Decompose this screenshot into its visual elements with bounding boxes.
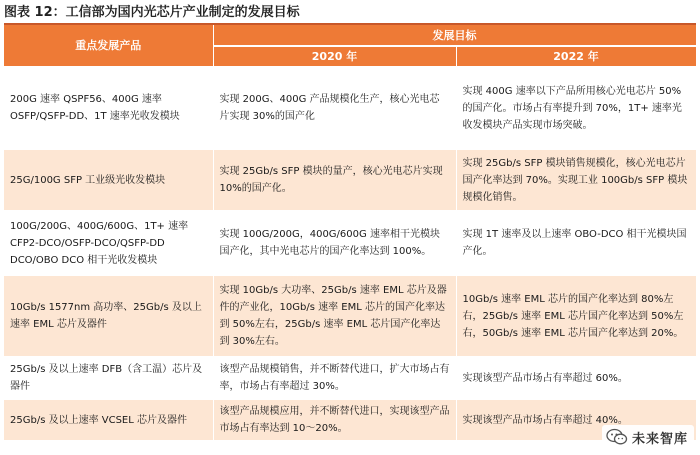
- table-row: [4, 67, 696, 149]
- table-row: [4, 357, 696, 399]
- cell-goal-2020: 实现 200G、400G 产品规模化生产，核心光电芯片实现 30%的国产化: [213, 67, 456, 149]
- cell-goal-2020: 实现 10Gb/s 大功率、25Gb/s 速率 EML 芯片及器件的产业化，10Gb/s 速率 EML 芯片的国产化率达到 50%左右，25Gb/s 速率 EML 芯片国产化率达到 30%左右。: [213, 275, 456, 357]
- cell-product: 200G 速率 QSPF56、400G 速率 OSFP/QSFP-DD、1T 速率光收发模块: [4, 67, 213, 149]
- header-row-1: [4, 25, 696, 46]
- cell-product: 25Gb/s 及以上速率 DFB（含工温）芯片及器件: [4, 357, 213, 399]
- watermark-text: 未来智库: [631, 431, 688, 447]
- cell-goal-2020: 实现 25Gb/s SFP 模块的量产，核心光电芯片实现 10%的国产化。: [213, 149, 456, 211]
- cell-goal-2020: 实现 100G/200G，400G/600G 速率相干光模块国产化，其中光电芯片的国产化率达到 100%。: [213, 211, 456, 275]
- cell-goal-2020: 该型产品规模销售，并不断替代进口，扩大市场占有率，市场占有率超过 30%。: [213, 357, 456, 399]
- watermark: [602, 425, 694, 449]
- cell-goal-2022: 实现该型产品市场占有率超过 60%。: [456, 357, 696, 399]
- cell-goal-2020: 该型产品规模应用，并不断替代进口，实现该型产品市场占有率达到 10～20%。: [213, 399, 456, 441]
- cell-product: 25Gb/s 及以上速率 VCSEL 芯片及器件: [4, 399, 213, 441]
- cell-product: 25G/100G SFP 工业级光收发模块: [4, 149, 213, 211]
- header-product: 重点发展产品: [4, 25, 213, 67]
- cell-goal-2022: 实现该型产品市场占有率超过 40%。: [456, 399, 696, 441]
- goals-table: [4, 25, 697, 442]
- table-row: [4, 399, 696, 441]
- figure-caption: 图表 12：工信部为国内光芯片产业制定的发展目标: [4, 5, 300, 20]
- header-2020: 2020 年: [213, 46, 456, 67]
- table-row: [4, 275, 696, 357]
- table-row: [4, 211, 696, 275]
- table-row: [4, 149, 696, 211]
- header-goal: 发展目标: [213, 25, 696, 46]
- cell-goal-2022: 10Gb/s 速率 EML 芯片的国产化率达到 80%左右，25Gb/s 速率 EML 芯片国产化率达到 50%左右，50Gb/s 速率 EML 芯片国产化率达到 20%。: [456, 275, 696, 357]
- cell-goal-2022: 实现 400G 速率以下产品所用核心光电芯片 50%的国产化。市场占有率提升到 70%，1T+ 速率光收发模块产品实现市场突破。: [456, 67, 696, 149]
- wechat-icon: [606, 428, 628, 446]
- cell-goal-2022: 实现 25Gb/s SFP 模块销售规模化，核心光电芯片国产化率达到 70%。实现工业 100Gb/s SFP 模块规模化销售。: [456, 149, 696, 211]
- cell-goal-2022: 实现 1T 速率及以上速率 OBO-DCO 相干光模块国产化。: [456, 211, 696, 275]
- header-2022: 2022 年: [456, 46, 696, 67]
- cell-product: 100G/200G、400G/600G、1T+ 速率 CFP2-DCO/OSFP-DCO/QSFP-DD DCO/OBO DCO 相干光收发模块: [4, 211, 213, 275]
- cell-product: 10Gb/s 1577nm 高功率、25Gb/s 及以上速率 EML 芯片及器件: [4, 275, 213, 357]
